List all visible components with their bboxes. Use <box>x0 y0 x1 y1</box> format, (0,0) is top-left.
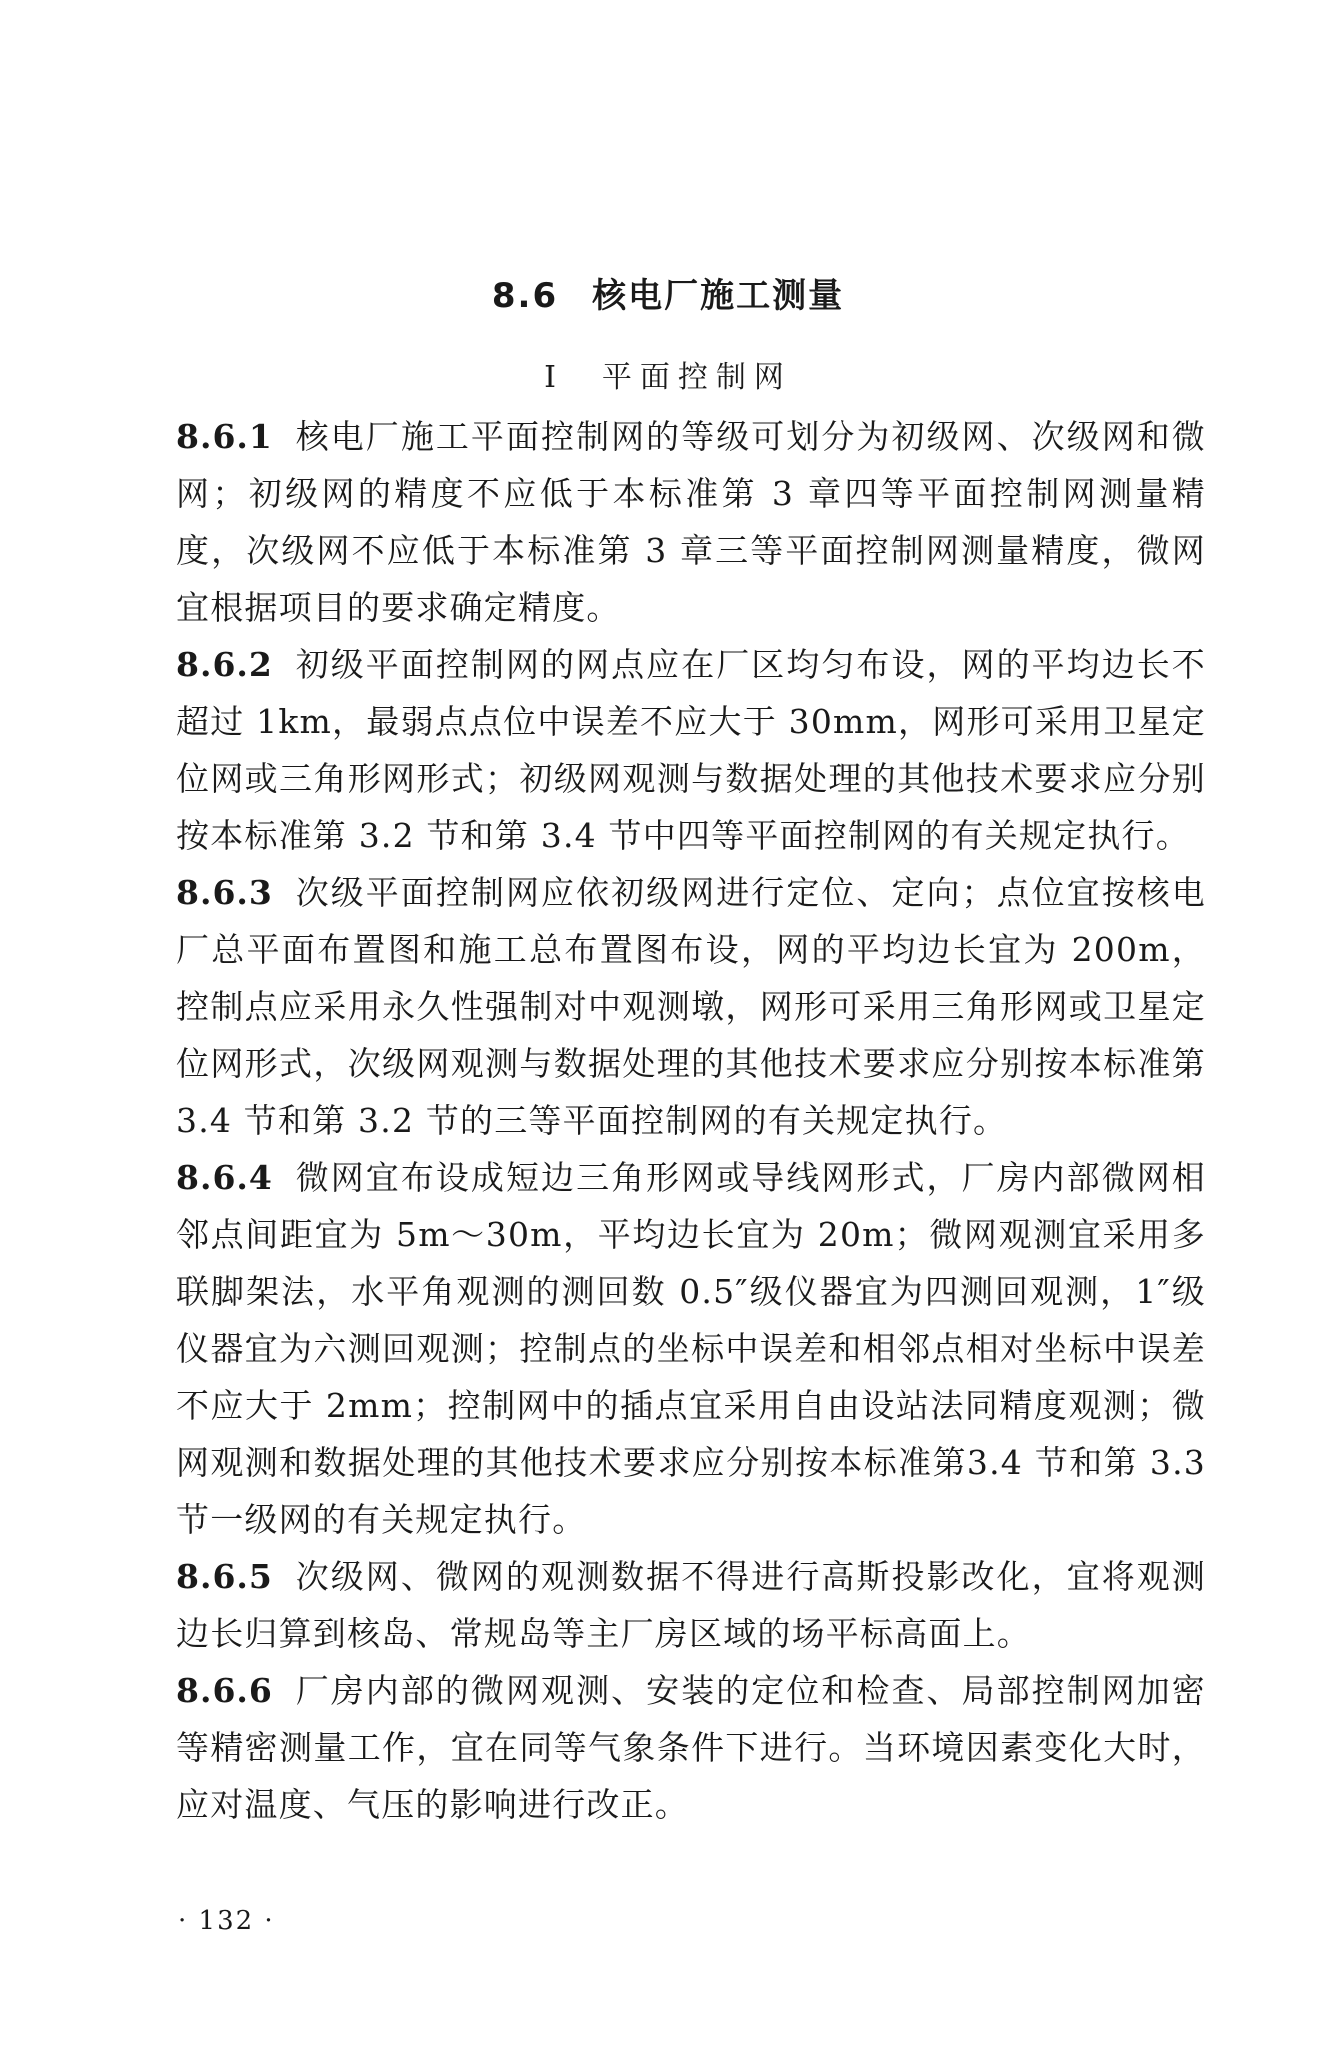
clause-number: 8.6.5 <box>176 1557 273 1596</box>
section-title <box>0 268 1336 317</box>
clause-8-6-4 <box>176 1149 1206 1548</box>
page-number: · 132 · <box>178 1906 275 1936</box>
clause-number: 8.6.6 <box>176 1671 273 1710</box>
clause-text: 初级平面控制网的网点应在厂区均匀布设，网的平均边长不超过 1km，最弱点点位中误差不应大于 30mm，网形可采用卫星定位网或三角形网形式；初级网观测与数据处理的其他技术要求应分别按本标准第 3.2 节和第 3.4 节中四等平面控制网的有关规定执行。 <box>176 645 1206 855</box>
clause-number: 8.6.1 <box>176 417 273 456</box>
clause-list <box>176 408 1206 1833</box>
subsection-roman-numeral: Ⅰ <box>544 360 564 395</box>
subsection-heading <box>0 352 1336 396</box>
clause-text: 核电厂施工平面控制网的等级可划分为初级网、次级网和微网；初级网的精度不应低于本标准第 3 章四等平面控制网测量精度，次级网不应低于本标准第 3 章三等平面控制网测量精度，微网宜根据项目的要求确定精度。 <box>176 417 1206 627</box>
section-number: 8.6 <box>491 276 559 316</box>
clause-number: 8.6.4 <box>176 1158 273 1197</box>
clause-number: 8.6.3 <box>176 873 273 912</box>
section-title-text: 核电厂施工测量 <box>592 276 845 316</box>
clause-number: 8.6.2 <box>176 645 273 684</box>
clause-text: 次级网、微网的观测数据不得进行高斯投影改化，宜将观测边长归算到核岛、常规岛等主厂房区域的场平标高面上。 <box>176 1557 1206 1653</box>
clause-8-6-5 <box>176 1548 1206 1662</box>
clause-text: 微网宜布设成短边三角形网或导线网形式，厂房内部微网相邻点间距宜为 5m～30m，平均边长宜为 20m；微网观测宜采用多联脚架法，水平角观测的测回数 0.5″级仪器宜为四测回观测，1″级仪器宜为六测回观测；控制点的坐标中误差和相邻点相对坐标中误差不应大于 2mm；控制网中的插点宜采用自由设站法同精度观测；微网观测和数据处理的其他技术要求应分别按本标准第3.4 节和第 3.3 节一级网的有关规定执行。 <box>176 1158 1206 1539</box>
clause-8-6-1 <box>176 408 1206 636</box>
clause-text: 次级平面控制网应依初级网进行定位、定向；点位宜按核电厂总平面布置图和施工总布置图布设，网的平均边长宜为 200m，控制点应采用永久性强制对中观测墩，网形可采用三角形网或卫星定位网形式，次级网观测与数据处理的其他技术要求应分别按本标准第 3.4 节和第 3.2 节的三等平面控制网的有关规定执行。 <box>176 873 1206 1140</box>
subsection-title-text: 平面控制网 <box>601 360 792 395</box>
clause-8-6-2 <box>176 636 1206 864</box>
clause-8-6-3 <box>176 864 1206 1149</box>
clause-8-6-6 <box>176 1662 1206 1833</box>
clause-text: 厂房内部的微网观测、安装的定位和检查、局部控制网加密等精密测量工作，宜在同等气象条件下进行。当环境因素变化大时，应对温度、气压的影响进行改正。 <box>176 1671 1206 1824</box>
